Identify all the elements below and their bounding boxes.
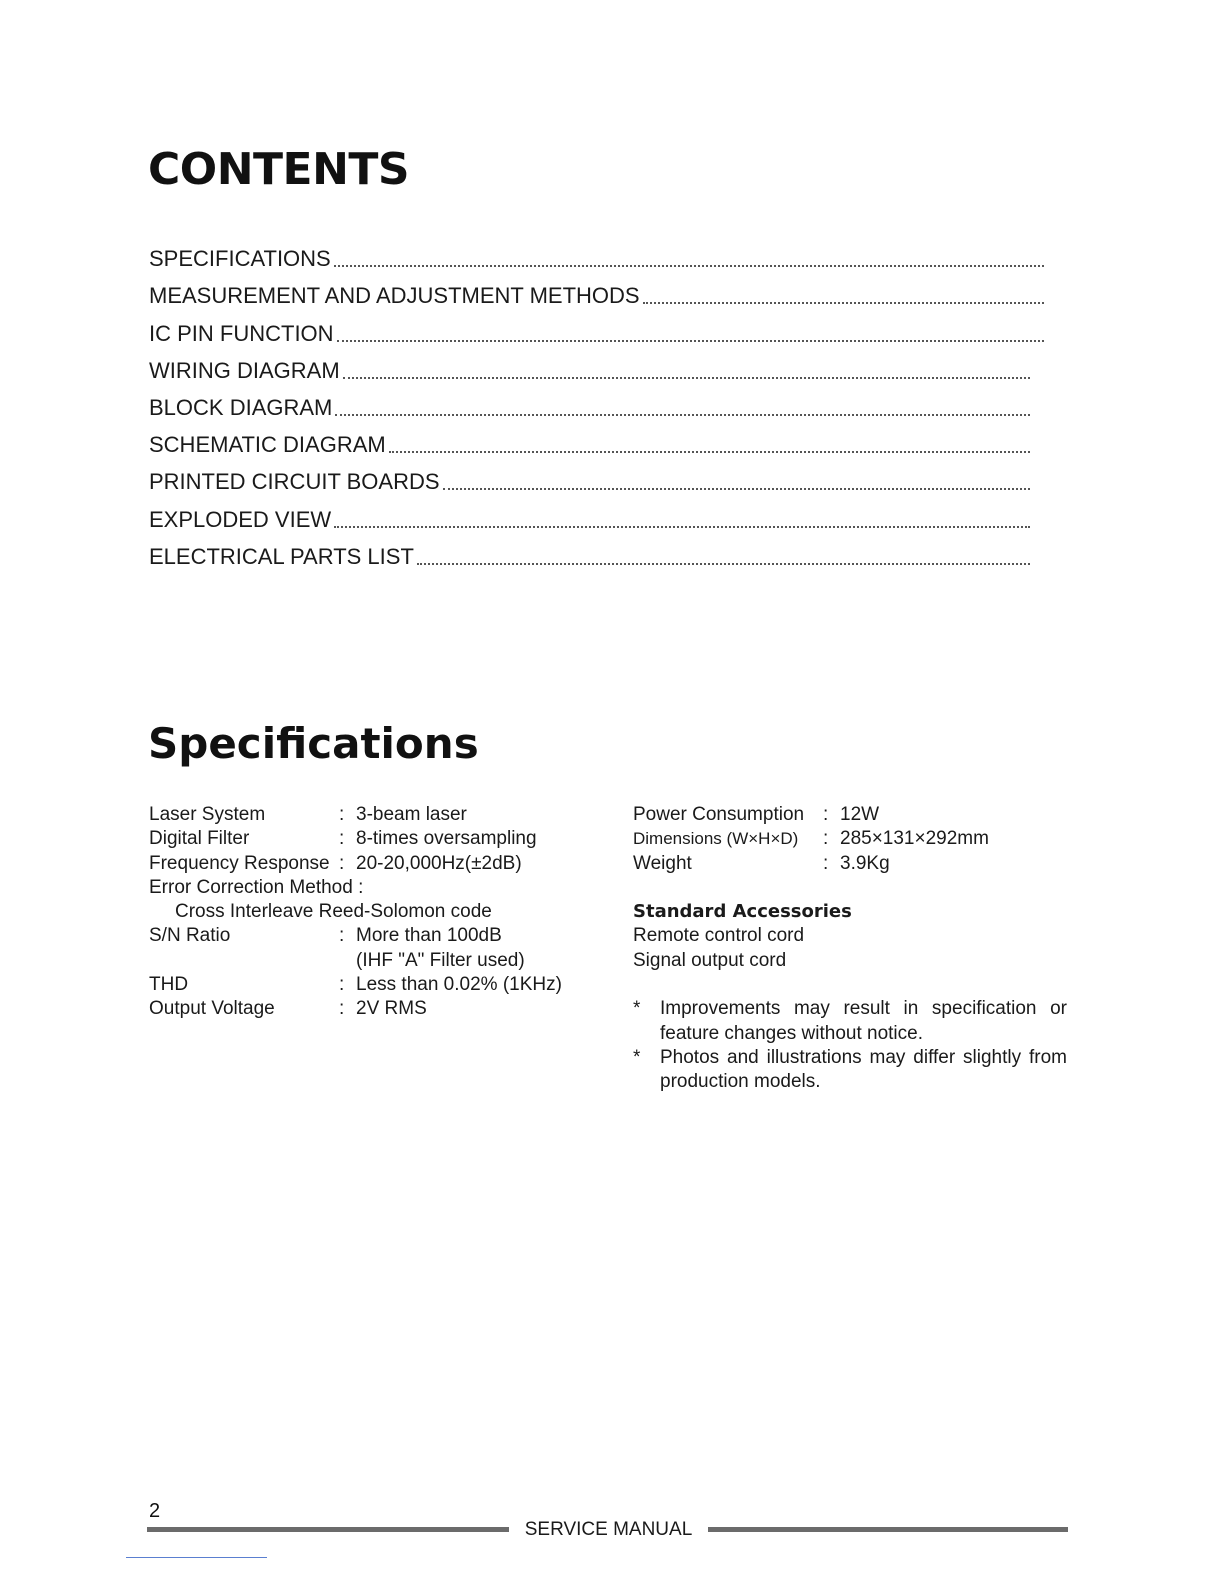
footnote-text: Photos and illustrations may differ slightly from production models. [660,1046,1067,1093]
spec-value: (IHF "A" Filter used) [356,949,525,971]
toc-item[interactable] [149,496,1044,533]
spec-row-sn-ratio [149,924,589,948]
toc-item[interactable] [149,348,1044,385]
footnote [633,997,1067,1046]
dot-leader [337,340,1044,342]
spec-row-frequency [149,852,589,876]
footer-label: SERVICE MANUAL [524,1519,693,1540]
toc-item[interactable] [149,534,1044,571]
spec-label: THD [149,974,189,996]
spec-label: S/N Ratio [149,925,231,947]
spacer [633,973,1067,997]
specifications-title: Specifications [148,719,479,768]
dot-leader [343,377,1030,379]
accessories-title: Standard Accessories [633,901,852,923]
asterisk-icon: * [633,998,641,1020]
colon: : [823,804,829,825]
spec-value: Cross Interleave Reed-Solomon code [175,901,492,923]
bottom-edge-line [126,1557,267,1558]
spec-value: Less than 0.02% (1KHz) [356,974,562,996]
spec-value: More than 100dB [356,925,502,947]
toc-item-label: SPECIFICATIONS [149,246,331,272]
toc-item[interactable] [149,273,1044,310]
toc-item-label: PRINTED CIRCUIT BOARDS [149,469,440,495]
dot-leader [443,488,1030,490]
dot-leader [643,302,1044,304]
spec-label: Output Voltage [149,998,275,1020]
colon: : [339,804,345,825]
spec-label: Digital Filter [149,828,250,850]
spec-label: Error Correction Method : [149,876,364,898]
spec-right-column [633,803,1067,1095]
toc-item[interactable] [149,422,1044,459]
dot-leader [389,451,1030,453]
colon: : [339,852,345,874]
toc-item-label: BLOCK DIAGRAM [149,394,333,420]
toc-item-label: SCHEMATIC DIAGRAM [149,432,386,458]
spec-row-error-correction-value [149,900,589,924]
spec-row-error-correction [149,876,589,900]
footnote [633,1046,1067,1095]
footer-rule-right [708,1527,1068,1532]
spec-value: 2V RMS [356,998,427,1020]
toc-item[interactable] [149,310,1044,347]
dot-leader [335,414,1030,416]
colon: : [339,925,345,947]
colon: : [339,828,345,850]
toc-item[interactable] [149,459,1044,496]
footer-rule-left [147,1527,509,1532]
colon: : [823,828,829,850]
spec-left-column [149,803,589,1022]
spec-label: Dimensions (W×H×D) [633,829,799,849]
spec-row-dimensions [633,827,1067,851]
spec-row-weight [633,852,1067,876]
toc-item[interactable] [149,385,1044,422]
toc-item-label: WIRING DIAGRAM [149,357,340,383]
toc-item-label: MEASUREMENT AND ADJUSTMENT METHODS [149,283,640,309]
footnote-text: Improvements may result in specification or feature changes without notice. [660,998,1067,1044]
spec-row-sn-ratio-note [149,949,589,973]
asterisk-icon: * [633,1046,641,1068]
spec-label: Power Consumption [633,804,805,825]
page-number: 2 [149,1500,161,1522]
accessory-item: Signal output cord [633,949,787,971]
contents-title: CONTENTS [148,144,410,195]
accessory-item: Remote control cord [633,925,805,947]
dot-leader [417,563,1030,565]
toc-item[interactable] [149,236,1044,273]
spec-value: 285×131×292mm [840,828,989,850]
colon: : [339,998,345,1020]
spec-value: 8-times oversampling [356,828,537,850]
table-of-contents [149,236,1044,571]
dot-leader [334,526,1030,528]
spec-row-thd [149,973,589,997]
spec-row-power [633,803,1067,827]
spec-value: 20-20,000Hz(±2dB) [356,852,522,874]
colon: : [823,852,829,874]
spacer [633,876,1067,900]
spec-value: 12W [840,804,880,825]
spec-label: Laser System [149,804,266,825]
colon: : [339,974,345,996]
spec-value: 3-beam laser [356,804,467,825]
toc-item-label: EXPLODED VIEW [149,506,332,532]
spec-row-laser [149,803,589,827]
toc-item-label: IC PIN FUNCTION [149,320,334,346]
spec-value: 3.9Kg [840,852,890,874]
toc-item-label: ELECTRICAL PARTS LIST [149,543,414,569]
spec-label: Frequency Response [149,852,330,874]
spec-row-output-voltage [149,997,589,1021]
dot-leader [334,265,1044,267]
spec-row-filter [149,827,589,851]
spec-label: Weight [633,852,692,874]
